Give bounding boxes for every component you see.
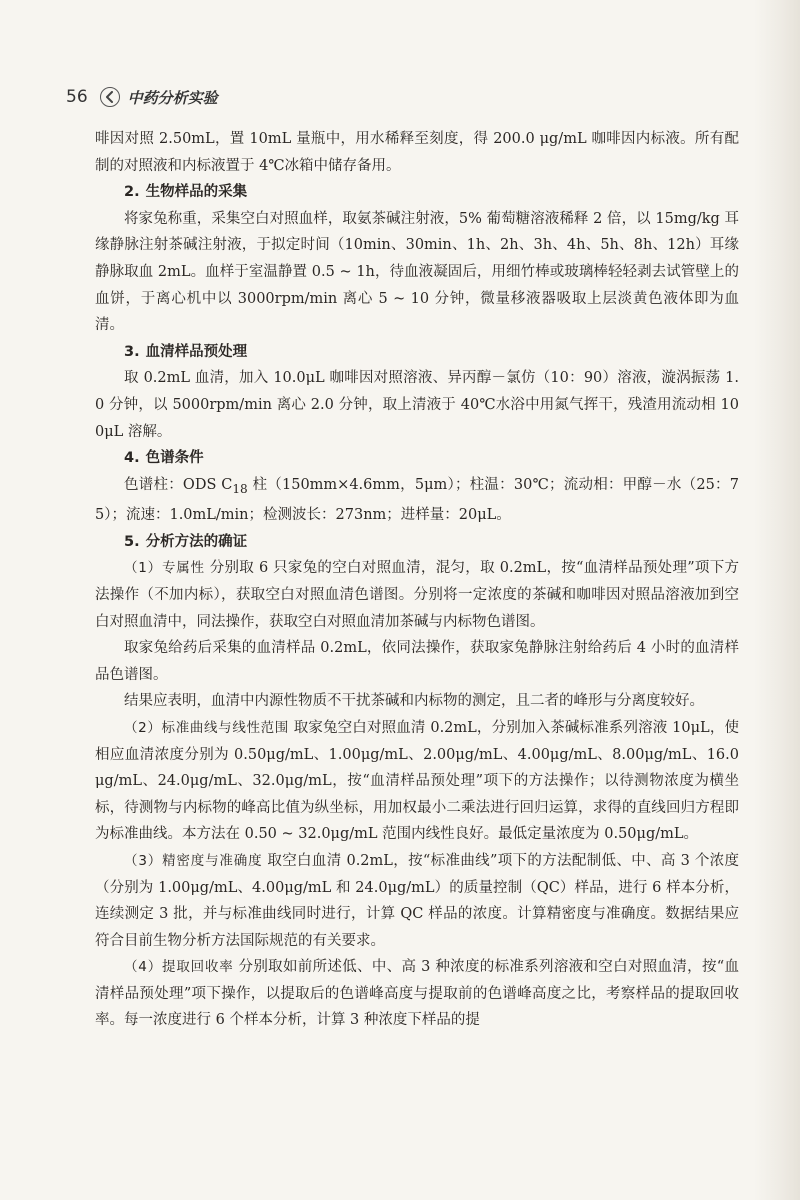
section-number: 2. <box>124 184 140 201</box>
paragraph-sample-collection: 将家兔称重，采集空白对照血样，取氨茶碱注射液，5% 葡萄糖溶液稀释 2 倍，以 15mg/kg 耳缘静脉注射茶碱注射液，于拟定时间（10min、30min、1h、2h、3h、4h、5h、8h、12h）耳缘静脉取血 2mL。血样于室温静置 0.5 ~ 1h，待血液凝固后，用细竹棒或玻璃棒轻轻剥去试管壁上的血饼，于离心机中以 3000rpm/min 离心 5 ~ 10 分钟，微量移液器吸取上层淡黄色液体即为血清。 <box>95 210 739 334</box>
paragraph-specificity <box>95 555 739 635</box>
section-heading-4 <box>95 445 739 472</box>
book-title: 中药分析实验 <box>127 88 218 107</box>
paragraph-chromatography-conditions <box>95 472 739 529</box>
section-title: 血清样品预处理 <box>145 343 248 360</box>
section-number: 4. <box>124 450 140 467</box>
subsection-label: （1）专属性 <box>124 560 205 577</box>
section-heading-5 <box>95 529 739 556</box>
paragraph-serum-pretreatment: 取 0.2mL 血清，加入 10.0μL 咖啡因对照溶液、异丙醇－氯仿（10：90）溶液，漩涡振荡 1.0 分钟，以 5000rpm/min 离心 2.0 分钟，取上清液于 40℃水浴中用氮气挥干，残渣用流动相 100μL 溶解。 <box>95 370 739 440</box>
subsection-label: （3）精密度与准确度 <box>124 852 263 869</box>
paragraph-continuation: 啡因对照 2.50mL，置 10mL 量瓶中，用水稀释至刻度，得 200.0 μg/mL 咖啡因内标液。所有配制的对照液和内标液置于 4℃冰箱中储存备用。 <box>95 131 739 174</box>
paragraph-specificity-2: 取家兔给药后采集的血清样品 0.2mL，依同法操作，获取家兔静脉注射给药后 4 小时的血清样品色谱图。 <box>95 640 739 683</box>
section-heading-3 <box>95 339 739 366</box>
column-text-rest: 柱（150mm×4.6mm，5μm）；柱温：30℃；流动相：甲醇－水（25：75）；流速：1.0mL/min；检测波长：273nm；进样量：20μL。 <box>95 476 739 524</box>
page-number: 56 <box>66 87 88 107</box>
subsection-text: 取家兔空白对照血清 0.2mL，分别加入茶碱标准系列溶液 10μL，使相应血清浓度分别为 0.50μg/mL、1.00μg/mL、2.00μg/mL、4.00μg/mL、8.00μg/mL、16.0μg/mL、24.0μg/mL、32.0μg/mL，按“血清样品预处理”项下的方法操作；以待测物浓度为横坐标，待测物与内标物的峰高比值为纵坐标，用加权最小二乘法进行回归运算，求得的直线回归方程即为标准曲线。本方法在 0.50 ~ 32.0μg/mL 范围内线性良好。最低定量浓度为 0.50μg/mL。 <box>95 719 739 843</box>
subsection-text: 取空白血清 0.2mL，按“标准曲线”项下的方法配制低、中、高 3 个浓度（分别为 1.00μg/mL、4.00μg/mL 和 24.0μg/mL）的质量控制（QC）样品，进行 6 样本分析，连续测定 3 批，并与标准曲线同时进行，计算 QC 样品的浓度。计算精密度与准确度。数据结果应符合目前生物分析方法国际规范的有关要求。 <box>95 852 739 949</box>
section-title: 分析方法的确证 <box>145 533 248 550</box>
section-title: 生物样品的采集 <box>145 184 248 201</box>
paragraph-standard-curve <box>95 715 739 848</box>
back-arrow-icon <box>100 87 120 107</box>
section-number: 5. <box>124 533 140 550</box>
subsection-text: 分别取如前所述低、中、高 3 种浓度的标准系列溶液和空白对照血清，按“血清样品预处理”项下操作，以提取后的色谱峰高度与提取前的色谱峰高度之比，考察样品的提取回收率。每一浓度进行 6 个样本分析，计算 3 种浓度下样品的提 <box>95 959 739 1029</box>
paragraph-extraction-recovery <box>95 954 739 1034</box>
section-heading-2 <box>95 179 739 206</box>
page-body <box>95 126 739 1034</box>
page-edge-shadow <box>754 0 800 1200</box>
subsection-label: （4）提取回收率 <box>124 959 234 976</box>
section-number: 3. <box>124 343 140 360</box>
paragraph-specificity-result: 结果应表明，血清中内源性物质不干扰茶碱和内标物的测定，且二者的峰形与分离度较好。 <box>124 693 704 710</box>
subsection-text: 分别取 6 只家兔的空白对照血清，混匀，取 0.2mL，按“血清样品预处理”项下方法操作（不加内标），获取空白对照血清色谱图。分别将一定浓度的茶碱和咖啡因对照品溶液加到空白对照血清中，同法操作，获取空白对照血清加茶碱与内标物色谱图。 <box>95 560 739 630</box>
paragraph-precision-accuracy <box>95 848 739 954</box>
section-title: 色谱条件 <box>145 450 204 467</box>
column-text: 色谱柱：ODS C <box>124 476 233 493</box>
column-subscript: 18 <box>232 481 248 496</box>
page-header <box>66 84 218 110</box>
subsection-label: （2）标准曲线与线性范围 <box>124 719 289 736</box>
